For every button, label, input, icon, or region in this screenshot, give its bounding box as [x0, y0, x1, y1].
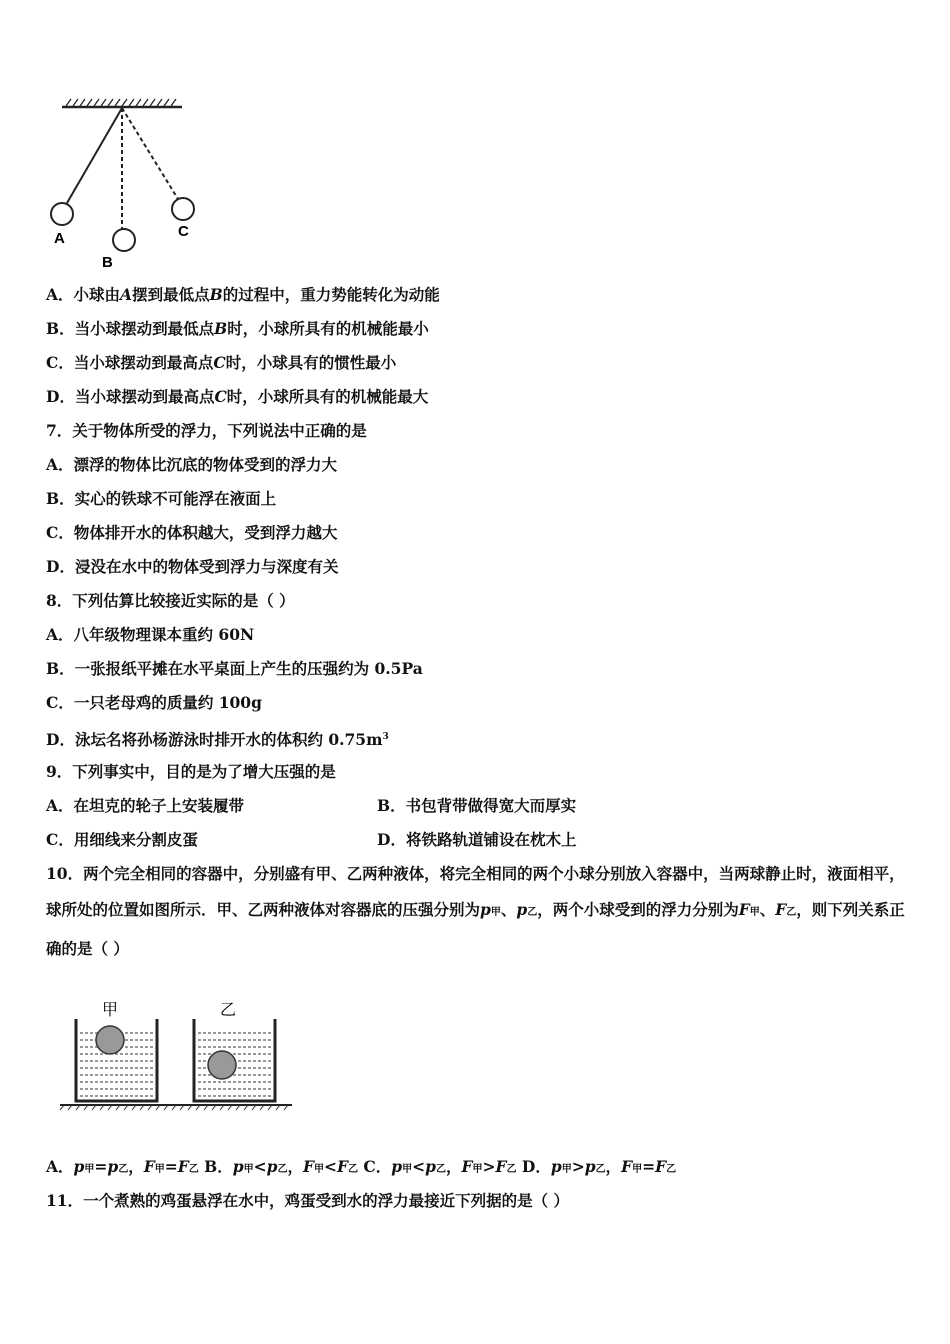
- q7-option-a[interactable]: A．漂浮的物体比沉底的物体受到的浮力大: [46, 455, 338, 474]
- q10-option-b[interactable]: B．p甲<p乙，F甲<F乙: [204, 1157, 359, 1176]
- q10-option-d[interactable]: D．p甲>p乙，F甲=F乙: [521, 1157, 677, 1176]
- q10-stem: 10．两个完全相同的容器中，分别盛有甲、乙两种液体，将完全相同的两个小球分别放入容器中，当两球静止时，液面相平，球所处的位置如图所示．甲、乙两种液体对容器底的压强分别为p甲、p乙，两个小球受到的浮力分别为F甲、F乙，则下列关系正确的是（ ）: [46, 864, 905, 958]
- q8-option-c[interactable]: C．一只老母鸡的质量约 100g: [46, 693, 262, 712]
- q9-stem: 9．下列事实中，目的是为了增大压强的是: [46, 762, 336, 781]
- q7-option-b[interactable]: B．实心的铁球不可能浮在液面上: [46, 489, 277, 508]
- string-a: [67, 108, 122, 203]
- label-yi: 乙: [220, 1000, 237, 1019]
- q8-option-b[interactable]: B．一张报纸平摊在水平桌面上产生的压强约为 0.5Pa: [46, 659, 423, 678]
- q10-option-a[interactable]: A．p甲=p乙，F甲=F乙: [46, 1157, 199, 1176]
- ceiling-hatching: [66, 99, 176, 106]
- ball-jia: [96, 1026, 124, 1054]
- ball-b: [113, 229, 135, 251]
- label-c: C: [178, 223, 189, 240]
- ball-a: [51, 203, 73, 225]
- q10-options: [46, 1157, 676, 1180]
- ball-yi: [208, 1051, 236, 1079]
- containers-figure: [56, 995, 306, 1115]
- q8-option-d[interactable]: D．泳坛名将孙杨游泳时排开水的体积约 $0.75m^3$: [46, 730, 389, 750]
- q8-option-a[interactable]: A．八年级物理课本重约 60N: [46, 625, 255, 644]
- label-jia: 甲: [102, 1000, 119, 1019]
- q7-stem: 7．关于物体所受的浮力，下列说法中正确的是: [46, 421, 367, 440]
- q7-option-d[interactable]: D．浸没在水中的物体受到浮力与深度有关: [46, 557, 339, 576]
- q6-option-c[interactable]: C．当小球摆动到最高点C时，小球具有的惯性最小: [46, 353, 397, 372]
- q6-option-d[interactable]: D．当小球摆动到最高点C时，小球所具有的机械能最大: [46, 387, 429, 406]
- q6-option-b[interactable]: B．当小球摆动到最低点B时，小球所具有的机械能最小: [46, 319, 429, 338]
- q11-stem: 11．一个煮熟的鸡蛋悬浮在水中，鸡蛋受到水的浮力最接近下列据的是（ ）: [46, 1191, 569, 1210]
- q10-option-c[interactable]: C．p甲<p乙，F甲>F乙: [363, 1157, 517, 1176]
- label-a: A: [54, 230, 65, 247]
- q9-option-d[interactable]: D．将铁路轨道铺设在枕木上: [377, 830, 577, 849]
- label-b: B: [102, 254, 113, 271]
- q6-option-a[interactable]: A．小球由A摆到最低点B的过程中，重力势能转化为动能: [46, 285, 440, 304]
- pendulum-figure: [40, 95, 260, 275]
- string-c: [122, 108, 178, 199]
- ball-c: [172, 198, 194, 220]
- q8-stem: 8．下列估算比较接近实际的是（ ）: [46, 591, 295, 610]
- q9-option-c[interactable]: C．用细线来分割皮蛋: [46, 830, 198, 849]
- q9-option-b[interactable]: B．书包背带做得宽大而厚实: [377, 796, 577, 815]
- q9-option-a[interactable]: A．在坦克的轮子上安装履带: [46, 796, 245, 815]
- q7-option-c[interactable]: C．物体排开水的体积越大，受到浮力越大: [46, 523, 338, 542]
